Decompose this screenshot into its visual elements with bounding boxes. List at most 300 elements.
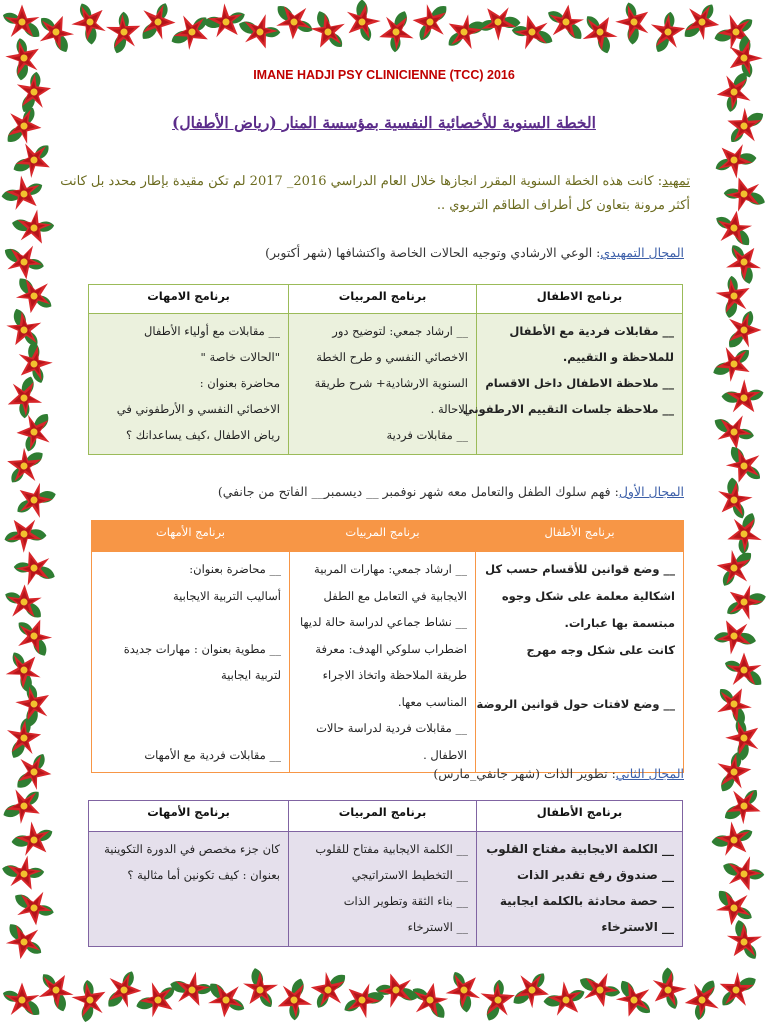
poinsettia-decoration <box>1 376 44 421</box>
leaf-decoration <box>714 155 737 173</box>
poinsettia-decoration <box>547 2 586 39</box>
leaf-decoration <box>729 702 748 727</box>
leaf-decoration <box>1 863 26 879</box>
table3-header-children: برنامج الأطفال <box>477 801 683 832</box>
leaf-decoration <box>249 967 265 991</box>
table-intro-programs <box>88 284 683 455</box>
leaf-decoration <box>510 985 535 1007</box>
poinsettia-decoration <box>1 171 49 219</box>
leaf-decoration <box>11 834 34 847</box>
leaf-decoration <box>23 431 39 453</box>
poinsettia-decoration <box>67 0 115 45</box>
cell-line: __ حصة محادثة بالكلمة ايجابية <box>499 894 674 908</box>
leaf-decoration <box>722 801 747 822</box>
cell-line: أساليب التربية الايجابية <box>173 588 281 603</box>
leaf-decoration <box>595 30 613 55</box>
leaf-decoration <box>292 17 315 34</box>
leaf-decoration <box>1 10 23 26</box>
poinsettia-decoration <box>714 9 760 56</box>
section-two-label: المجال الثاني <box>615 766 684 781</box>
leaf-decoration <box>342 996 365 1015</box>
leaf-decoration <box>169 979 194 996</box>
table3-children-cell <box>477 832 683 947</box>
leaf-decoration <box>28 341 40 364</box>
poinsettia-decoration <box>10 476 57 523</box>
poinsettia-decoration <box>682 980 720 1020</box>
poinsettia-decoration <box>6 717 45 758</box>
poinsettia-decoration <box>727 653 762 686</box>
leaf-decoration <box>29 633 50 658</box>
cell-line: __ ملاحظة جلسات التقييم الارطفوني <box>462 402 674 416</box>
poinsettia-decoration <box>2 853 48 898</box>
table-section-one-programs <box>91 520 684 773</box>
leaf-decoration <box>417 20 435 43</box>
leaf-decoration <box>32 827 55 845</box>
table2-header-children: برنامج الأطفال <box>476 521 684 552</box>
cell-line <box>484 664 675 691</box>
poinsettia-decoration <box>171 10 215 55</box>
leaf-decoration <box>192 983 213 995</box>
leaf-decoration <box>1 801 26 820</box>
poinsettia-decoration <box>684 2 722 42</box>
poinsettia-decoration <box>12 207 58 252</box>
intro-label: تمهيد <box>662 174 690 189</box>
leaf-decoration <box>1 188 25 202</box>
cell-line: __ مطوية بعنوان : مهارات جديدة <box>123 641 281 656</box>
leaf-decoration <box>105 986 129 1010</box>
leaf-decoration <box>450 970 468 993</box>
leaf-decoration <box>224 10 247 27</box>
leaf-decoration <box>30 411 53 436</box>
leaf-decoration <box>289 977 307 1002</box>
poinsettia-decoration <box>9 341 56 389</box>
poinsettia-decoration <box>713 342 758 388</box>
leaf-decoration <box>119 12 129 32</box>
leaf-decoration <box>84 22 97 45</box>
leaf-decoration <box>20 327 41 349</box>
cell-line: للملاحظة و التقييم. <box>562 350 674 364</box>
leaf-decoration <box>82 979 95 1000</box>
leaf-decoration <box>80 999 96 1023</box>
section-intro-text: : الوعي الارشادي وتوجيه الحالات الخاصة واكتشافها (شهر أكتوبر) <box>265 245 601 260</box>
leaf-decoration <box>111 30 129 55</box>
table1-header-mothers: برنامج الامهات <box>89 285 289 314</box>
leaf-decoration <box>627 22 640 45</box>
poinsettia-decoration <box>3 784 48 830</box>
leaf-decoration <box>29 362 46 385</box>
leaf-decoration <box>729 498 747 521</box>
leaf-decoration <box>237 19 262 38</box>
leaf-decoration <box>15 496 37 516</box>
section-two-text: : تطوير الذات (شهر جانفي_مارس) <box>433 766 616 781</box>
leaf-decoration <box>741 462 763 482</box>
poinsettia-decoration <box>410 979 451 1018</box>
leaf-decoration <box>8 463 28 485</box>
cell-line: __ ارشاد جمعي: لتوضيح دور <box>332 324 468 338</box>
leaf-decoration <box>19 375 37 400</box>
leaf-decoration <box>624 1 639 23</box>
poinsettia-decoration <box>5 983 40 1016</box>
poinsettia-decoration <box>1 645 49 692</box>
poinsettia-decoration <box>722 172 765 214</box>
poinsettia-decoration <box>12 680 58 727</box>
poinsettia-decoration <box>580 971 621 1011</box>
leaf-decoration <box>732 904 755 923</box>
cell-line: __ وضع لافتات حول قوانين الروضة <box>476 697 675 711</box>
leaf-decoration <box>498 16 521 28</box>
leaf-decoration <box>289 1000 300 1021</box>
leaf-decoration <box>361 991 385 1006</box>
leaf-decoration <box>631 996 653 1016</box>
leaf-decoration <box>484 998 503 1023</box>
table2-header-mothers: برنامج الأمهات <box>92 521 290 552</box>
table1-educators-cell <box>289 314 477 455</box>
cell-line: __ ارشاد جمعي: مهارات المربية <box>314 562 467 576</box>
cell-line: محاضرة بعنوان : <box>199 376 280 390</box>
poinsettia-decoration <box>513 969 553 1011</box>
leaf-decoration <box>324 971 348 994</box>
section-one-label: المجال الأول <box>618 484 684 499</box>
leaf-decoration <box>356 0 367 22</box>
cell-line: المناسب معها. <box>397 694 467 709</box>
leaf-decoration <box>51 29 71 54</box>
leaf-decoration <box>153 1 170 24</box>
leaf-decoration <box>206 980 230 1004</box>
leaf-decoration <box>38 14 60 35</box>
leaf-decoration <box>734 152 757 165</box>
leaf-decoration <box>713 631 734 644</box>
leaf-decoration <box>712 416 737 437</box>
leaf-decoration <box>732 827 755 845</box>
poinsettia-decoration <box>714 208 754 246</box>
leaf-decoration <box>721 391 744 404</box>
intro-paragraph <box>60 170 690 218</box>
poinsettia-decoration <box>69 976 114 1022</box>
leaf-decoration <box>739 511 758 536</box>
cell-line: كانت على شكل وجه مهرج <box>526 643 675 657</box>
leaf-decoration <box>693 999 706 1021</box>
cell-line: السنوية الارشادية+ شرح طريقة <box>314 376 468 390</box>
leaf-decoration <box>25 703 40 727</box>
leaf-decoration <box>394 985 419 1004</box>
leaf-decoration <box>24 528 47 541</box>
poinsettia-decoration <box>0 308 47 354</box>
cell-line: اشكالية معلمة على شكل وجوه <box>501 589 675 603</box>
cell-line: __ نشاط جماعي لدراسة حالة لديها <box>299 615 467 629</box>
cell-line: الاحالة . <box>430 402 468 416</box>
leaf-decoration <box>274 2 298 26</box>
leaf-decoration <box>357 20 373 42</box>
cell-line: __ مقابلات فردية <box>386 428 468 442</box>
leaf-decoration <box>33 903 55 917</box>
poinsettia-decoration <box>235 967 283 1014</box>
leaf-decoration <box>22 181 45 199</box>
poinsettia-decoration <box>543 977 591 1024</box>
leaf-decoration <box>376 985 396 995</box>
cell-line: مبتسمة بها عبارات. <box>564 616 675 630</box>
leaf-decoration <box>528 971 548 993</box>
leaf-decoration <box>663 11 676 32</box>
table3-educators-cell <box>289 832 477 947</box>
leaf-decoration <box>733 631 757 647</box>
leaf-decoration <box>33 489 58 506</box>
leaf-decoration <box>3 590 26 607</box>
table3-header-educators: برنامج المربيات <box>289 801 477 832</box>
leaf-decoration <box>314 988 333 1011</box>
poinsettia-decoration <box>374 11 415 54</box>
cell-line: طريقة الملاحظة واتخاذ الاجراء <box>322 668 467 682</box>
leaf-decoration <box>711 359 736 378</box>
leaf-decoration <box>727 275 740 296</box>
section-one-heading <box>218 484 684 499</box>
leaf-decoration <box>169 27 194 47</box>
leaf-decoration <box>462 19 487 38</box>
cell-line: __ مقابلات فردية لدراسة حالات <box>316 721 467 735</box>
poinsettia-decoration <box>722 446 765 488</box>
leaf-decoration <box>19 398 30 419</box>
cell-line: __ محاضرة بعنوان: <box>189 562 281 576</box>
leaf-decoration <box>733 974 758 995</box>
leaf-decoration <box>23 867 44 879</box>
poinsettia-decoration <box>374 968 418 1010</box>
leaf-decoration <box>734 717 749 739</box>
cell-line <box>100 689 281 716</box>
leaf-decoration <box>139 18 162 42</box>
table1-header-educators: برنامج المربيات <box>289 285 477 314</box>
poinsettia-decoration <box>722 513 764 556</box>
poinsettia-decoration <box>142 4 176 40</box>
table2-mothers-cell <box>92 552 290 773</box>
leaf-decoration <box>9 650 28 673</box>
poinsettia-decoration <box>13 278 54 317</box>
leaf-decoration <box>725 326 748 350</box>
leaf-decoration <box>714 214 737 233</box>
poinsettia-decoration <box>304 11 350 56</box>
cell-line: كان جزء مخصص في الدورة التكوينية <box>104 842 280 856</box>
leaf-decoration <box>426 997 449 1022</box>
leaf-decoration <box>743 388 765 403</box>
poinsettia-decoration <box>108 972 142 1009</box>
leaf-decoration <box>723 658 745 674</box>
leaf-decoration <box>733 427 755 441</box>
leaf-decoration <box>21 938 44 957</box>
cell-line: __ الكلمة الايجابية مفتاح القلوب <box>486 842 674 856</box>
leaf-decoration <box>728 242 748 264</box>
leaf-decoration <box>740 787 760 809</box>
poinsettia-decoration <box>710 612 756 657</box>
leaf-decoration <box>739 309 755 331</box>
poinsettia-decoration <box>271 978 314 1023</box>
leaf-decoration <box>477 17 499 33</box>
poinsettia-decoration <box>33 966 80 1012</box>
cell-line: الاطفال . <box>423 747 467 762</box>
leaf-decoration <box>458 989 472 1013</box>
leaf-decoration <box>562 18 585 42</box>
leaf-decoration <box>737 738 750 761</box>
leaf-decoration <box>493 979 505 1000</box>
leaf-decoration <box>15 275 38 300</box>
leaf-decoration <box>51 988 69 1013</box>
leaf-decoration <box>25 683 39 705</box>
poinsettia-decoration <box>577 8 624 54</box>
poinsettia-decoration <box>275 6 312 41</box>
cell-line: __ مقابلات فردية مع الأطفال <box>509 324 674 338</box>
leaf-decoration <box>31 292 54 311</box>
leaf-decoration <box>410 985 433 1004</box>
leaf-decoration <box>314 9 333 34</box>
table2-children-cell <box>476 552 684 773</box>
poinsettia-decoration <box>440 8 485 54</box>
leaf-decoration <box>697 978 718 1003</box>
poinsettia-decoration <box>716 752 754 792</box>
poinsettia-decoration <box>612 980 655 1022</box>
poinsettia-decoration <box>0 510 47 557</box>
leaf-decoration <box>256 987 276 1009</box>
cell-line: __ مقابلات مع أولياء الأطفال <box>144 324 280 338</box>
poinsettia-decoration <box>2 444 43 487</box>
table-section-two-programs <box>88 800 683 947</box>
poinsettia-decoration <box>643 967 690 1015</box>
section-intro-heading <box>265 245 684 260</box>
leaf-decoration <box>718 769 739 794</box>
poinsettia-decoration <box>473 0 521 45</box>
leaf-decoration <box>744 869 765 880</box>
leaf-decoration <box>716 686 737 708</box>
table1-mothers-cell <box>89 314 289 455</box>
cell-line: __ الاسترخاء <box>407 920 468 934</box>
leaf-decoration <box>224 995 247 1013</box>
leaf-decoration <box>724 188 745 199</box>
leaf-decoration <box>511 25 532 37</box>
poinsettia-decoration <box>12 546 55 587</box>
poinsettia-decoration <box>170 969 215 1013</box>
leaf-decoration <box>20 598 44 621</box>
poinsettia-decoration <box>723 854 766 896</box>
leaf-decoration <box>738 534 749 555</box>
leaf-decoration <box>739 261 755 286</box>
poinsettia-decoration <box>649 11 689 52</box>
leaf-decoration <box>155 984 177 1004</box>
cell-line: لتربية ايجابية <box>221 668 281 682</box>
cell-line: __ التخطيط الاستراتيجي <box>351 868 468 882</box>
leaf-decoration <box>729 751 743 773</box>
leaf-decoration <box>77 1 94 24</box>
section-one-text: : فهم سلوك الطفل والتعامل معه شهر نوفمبر __ ديسمبر__ الفاتح من جانفي) <box>217 484 619 499</box>
poinsettia-decoration <box>6 584 42 618</box>
leaf-decoration <box>724 598 746 618</box>
cell-line: __ صندوق رفع تقدير الذات <box>516 868 674 882</box>
leaf-decoration <box>726 477 739 500</box>
leaf-decoration <box>19 89 39 114</box>
leaf-decoration <box>11 307 29 332</box>
cell-line: __ بناء الثقة وتطوير الذات <box>343 894 468 908</box>
leaf-decoration <box>390 32 401 53</box>
poinsettia-decoration <box>709 477 757 525</box>
leaf-decoration <box>742 189 767 208</box>
poinsettia-decoration <box>308 970 346 1010</box>
page-title: الخطة السنوية للأخصائية النفسية بمؤسسة المنار (رياض الأطفال) <box>172 113 596 132</box>
cell-line: __ الكلمة الايجابية مفتاح للقلوب <box>315 842 468 856</box>
leaf-decoration <box>617 978 638 1003</box>
poinsettia-decoration <box>612 0 659 45</box>
cell-line: __ الاسترخاء <box>601 920 674 934</box>
leaf-decoration <box>23 257 45 271</box>
leaf-decoration <box>721 860 746 879</box>
poinsettia-decoration <box>239 12 283 54</box>
cell-line: "الحالات خاصة " <box>200 350 280 364</box>
leaf-decoration <box>11 217 35 233</box>
leaf-decoration <box>135 995 160 1012</box>
leaf-decoration <box>725 91 739 113</box>
poinsettia-decoration <box>713 967 756 1011</box>
leaf-decoration <box>583 13 604 35</box>
cell-line <box>100 715 281 742</box>
poinsettia-decoration <box>713 272 758 318</box>
poinsettia-decoration <box>411 3 447 41</box>
cell-line: __ وضع قوانين للأقسام حسب كل <box>485 562 675 576</box>
leaf-decoration <box>203 16 226 28</box>
poinsettia-decoration <box>136 977 183 1024</box>
leaf-decoration <box>8 735 28 760</box>
leaf-decoration <box>426 2 450 26</box>
table2-educators-cell <box>290 552 476 773</box>
leaf-decoration <box>2 245 27 266</box>
poinsettia-decoration <box>15 891 54 928</box>
poinsettia-decoration <box>722 714 768 761</box>
poinsettia-decoration <box>17 753 54 792</box>
leaf-decoration <box>11 155 36 175</box>
leaf-decoration <box>698 2 717 25</box>
poinsettia-decoration <box>479 978 520 1021</box>
leaf-decoration <box>740 939 760 961</box>
leaf-decoration <box>30 142 51 163</box>
table3-header-mothers: برنامج الأمهات <box>89 801 289 832</box>
leaf-decoration <box>740 666 764 689</box>
leaf-decoration <box>733 919 749 944</box>
poinsettia-decoration <box>104 9 147 53</box>
leaf-decoration <box>33 221 54 234</box>
leaf-decoration <box>3 529 25 544</box>
poinsettia-decoration <box>724 785 766 828</box>
leaf-decoration <box>577 975 602 995</box>
leaf-decoration <box>599 985 620 998</box>
cell-line: الايجابية في التعامل مع الطفل <box>323 588 467 603</box>
cell-line: الاخصائي النفسي و الأرطفوني في <box>116 402 280 416</box>
leaf-decoration <box>19 717 32 738</box>
leaf-decoration <box>564 987 587 1004</box>
intro-line-1: : كانت هذه الخطة السنوية المقرر انجازها خلال العام الدراسي 2016_ 2017 لم تكن مقيدة بإطار محدد بل كانت <box>60 174 663 189</box>
leaf-decoration <box>743 591 768 607</box>
leaf-decoration <box>39 971 60 993</box>
leaf-decoration <box>723 295 739 319</box>
table3-mothers-cell <box>89 832 289 947</box>
cell-line: __ ملاحظة الاطفال داخل الاقسام <box>485 376 674 390</box>
poinsettia-decoration <box>720 578 767 625</box>
leaf-decoration <box>18 996 42 1019</box>
leaf-decoration <box>731 346 753 367</box>
leaf-decoration <box>14 768 38 792</box>
leaf-decoration <box>719 987 740 1009</box>
leaf-decoration <box>324 29 345 51</box>
leaf-decoration <box>730 224 753 248</box>
cell-line: بعنوان : كيف تكونين أما مثالية ؟ <box>127 868 280 882</box>
poinsettia-decoration <box>714 548 752 588</box>
poinsettia-decoration <box>721 238 768 285</box>
leaf-decoration <box>14 562 35 573</box>
leaf-decoration <box>711 834 734 847</box>
leaf-decoration <box>445 28 467 49</box>
poinsettia-decoration <box>11 817 59 865</box>
